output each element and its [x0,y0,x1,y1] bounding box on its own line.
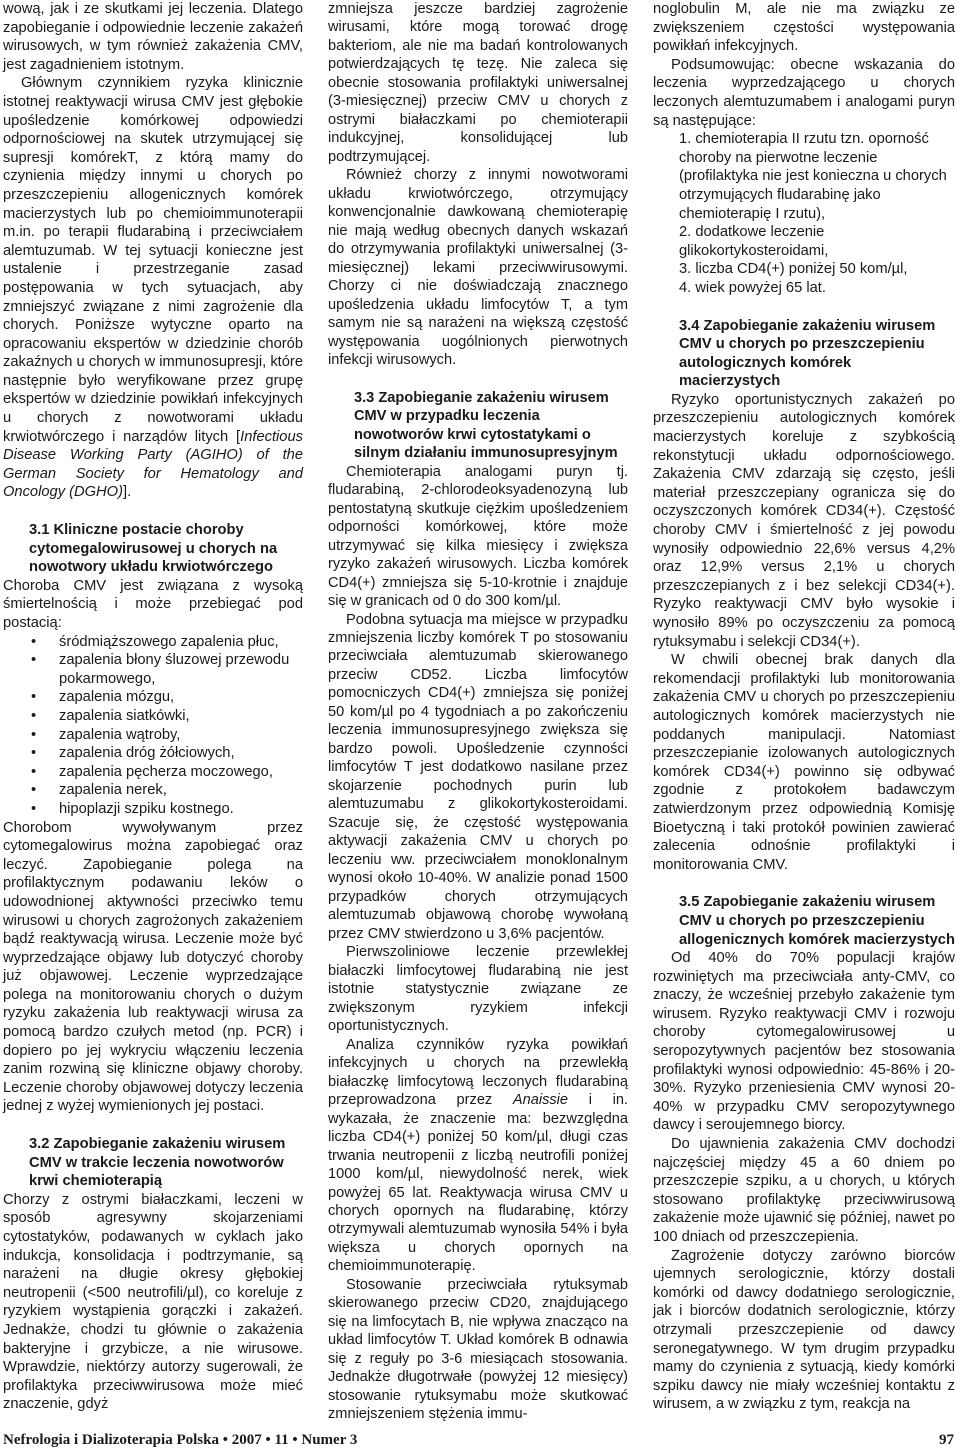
section-heading-3-2: 3.2 Zapobieganie zakażeniu wirusem CMV w trakcie leczenia nowotworów krwi chemioterapią [29,1136,286,1190]
list-item: • zapalenia błony śluzowej przewodu pokarmowego, [3,651,303,688]
list-item: 4. wiek powyżej 65 lat. [679,279,826,296]
paragraph: noglobulin M, ale nie ma związku ze zwiększeniem częstości występowania powikłań infekcyjnych. [653,1,955,55]
paragraph: Zagrożenie dotyczy zarówno biorców ujemnych serologicznie, którzy dostali komórki od dawcy dodatniego serologicznie, jak i biorców dodatnich serologicznie, którzy otrzymali przeszczepienie od dawcy seronegatywnego. W tym drugim przypadku mamy do czynienia z sytuacją, kiedy komórki szpiku dawcy nie miały wcześniej kontaktu z wirusem, a w związku z tym, reakcja na [653,1247,955,1413]
section-heading-3-4: 3.4 Zapobieganie zakażeniu wirusem CMV u chorych po przeszczepieniu autologicznych komórek macierzystych [679,317,936,390]
paragraph: Chorzy z ostrymi białaczkami, leczeni w sposób agresywny skojarzeniami cytostatyków, podawanych w cyklach jako indukcja, konsolidacja i podtrzymanie, są narażeni na długie okresy głębokiej neutropenii (<500 neutrofili/µl), co koreluje z ryzykiem wystąpienia gorączki i zakażeń. Jednakże, chodzi tu głównie o zakażenia bakteryjne i grzybicze, a nie wirusowe. Wprawdzie, niektórzy autorzy sugerowali, że profilaktyka przeciwwirusowa może mieć znaczenie, gdyż [3,1191,303,1413]
numbered-list [653,130,955,297]
list-item: • zapalenia wątroby, [3,726,303,745]
paragraph: Od 40% do 70% populacji krajów rozwiniętych ma przeciwciała anty-CMV, co znaczy, że wcześniej przebyło zakażenie tym wirusem. Ryzyko reaktywacji CMV i rozwoju choroby cytomegalowirusowej u seropozytywnych pacjentów bez stosowania profilaktyki wynosi odpowiednio: 45-86% i 20-30%. Ryzyko przeniesienia CMV wynosi 20-40% w przypadku CMV seropozytywnego dawcy i seroujemnego biorcy. [653,950,955,1134]
paragraph: Głównym czynnikiem ryzyka klinicznie istotnej reaktywacji wirusa CMV jest głębokie upośledzenie komórkowej odpowiedzi odpornościowej na skutek utrzymującej się supresji komórekT, z którą mamy do czynienia między innymi u chorych po przeszczepieniu allogenicznych komórek macierzystych lub po chemioimmunoterapii m.in. po terapii fludarabiną i przeciwciałem alemtuzumab. W tej sytuacji konieczne jest ustalenie i przestrzeganie zasad postępowania w tych sytuacjach, aby zmniejszyć związane z nimi zagrożenie dla chorych. Poniższe wytyczne oparto na opracowaniu ekspertów w dziedzinie chorób zakaźnych u chorych w immunosupresji, które następnie było weryfikowane przez grupę ekspertów w dziedzinie powikłań infekcyjnych u chorych z nowotworami układu krwiotwórczego i narządów litych [Infectious Disease Working Party (AGIHO) of the German Society for Hematology and Oncology (DGHO)]. [3,75,303,501]
paragraph: Również chorzy z innymi nowotworami układu krwiotwórczego, otrzymujący konwencjonalnie dawkowaną chemioterapię nie mają według obecnych danych wskazań do otrzymywania profilaktyki uniwersalnej (3-miesięcznej) lekami przeciwwirusowymi. Chorzy ci nie doświadczają znacznego upośledzenia układu limfocytów T, a tym samym nie są narażeni na większą częstość występowania uogólnionych pierwotnych infekcji wirusowych. [328,167,628,369]
list-item: • zapalenia dróg żółciowych, [3,744,303,763]
page-number: 97 [939,1432,954,1448]
paragraph: Chorobom wywoływanym przez cytomegalowirus można zapobiegać oraz leczyć. Zapobieganie polega na profilaktycznym podawaniu leków o udowodnionej aktywności przeciwko temu wirusowi u chorych zagrożonych zakażeniem bądź reaktywacją wirusa. Leczenie może być wyprzedzające objawy lub dotyczyć choroby już objawowej. Leczenie wyprzedzające polega na monitorowaniu chorych o dużym ryzyku zakażenia lub reaktywacji wirusa za pomocą bardzo czułych metod (np. PCR) i dopiero po jej wykryciu włączeniu leczenia zanim rozwiną się kliniczne objawy choroby. Leczenie choroby objawowej dotyczy leczenia jednej z wyżej wymienionych jej postaci. [3,819,303,1115]
paragraph: wową, jak i ze skutkami jej leczenia. Dlatego zapobieganie i odpowiednie leczenie zakażeń wirusowych, w tym również zakażenia CMV, jest zagadnieniem istotnym. [3,1,303,73]
paragraph: Pierwszoliniowe leczenie przewlekłej białaczki limfocytowej fludarabiną nie jest istotnie statystycznie związane ze zwiększonym ryzykiem infekcji oportunistycznych. [328,944,628,1035]
paragraph: Chemioterapia analogami puryn tj. fludarabiną, 2-chlorodeoksyadenozyną lub pentostatyną skutkuje ciężkim upośledzeniem odporności komórkowej, które może utrzymywać się kilka miesięcy i zwiększa ryzyko zakażeń wirusowych. Liczba komórek CD4(+) zmniejsza się 5-10-krotnie i znajduje się w granicach od 0 do 300 kom/µl. [328,463,628,610]
paragraph: Stosowanie przeciwciała rytuksymab skierowanego przeciw CD20, znajdującego się na limfocytach B, nie wpływa znacząco na układ limfocytów T. Układ komórek B odnawia się z reguły po 3-6 miesiącach stosowania. Jednakże długotrwałe (powyżej 12 miesięcy) stosowanie rytuksymabu może skutkować zmniejszeniem stężenia immu- [328,1276,628,1423]
paragraph: zmniejsza jeszcze bardziej zagrożenie wirusami, które mogą torować drogę bakteriom, ale nie ma badań kontrolowanych potwierdzających tę tezę. Nie zaleca się obecnie stosowania profilaktyki uniwersalnej (3-miesięcznej) przeciw CMV u chorych z ostrymi białaczkami po chemioterapii indukcyjnej, konsolidującej lub podtrzymującej. [328,1,628,165]
section-heading-3-1: 3.1 Kliniczne postacie choroby cytomegalowirusowej u chorych na nowotwory układu krwiotwórczego [29,522,278,576]
bullet-list [3,633,303,819]
list-item: • zapalenia siatkówki, [3,707,303,726]
section-heading-3-5: 3.5 Zapobieganie zakażeniu wirusem CMV u chorych po przeszczepieniu allogenicznych komórek macierzystych [679,894,955,948]
section-heading-3-3: 3.3 Zapobieganie zakażeniu wirusem CMV w przypadku leczenia nowotworów krwi cytostatykami o silnym działaniu immunosupresyjnym [354,389,618,462]
list-item: 2. dodatkowe leczenie glikokortykosteroidami, [679,224,829,259]
column-2 [328,0,628,1424]
list-item: • śródmiąższowego zapalenia płuc, [3,633,303,652]
paragraph: Ryzyko oportunistycznych zakażeń po przeszczepieniu autologicznych komórek macierzystych koreluje z szybkością rekonstytucji układu odpornościowego. Zakażenia CMV zdarzają się często, jeśli materiał przeszczepiany ogranicza się do oczyszczonych komórek CD34(+). Częstość choroby CMV i śmiertelność z jej powodu wynosiły odpowiednio 22,6% versus 4,2% oraz 12,9% versus 2,1% u chorych przeszczepianych z i bez selekcji CD34(+). Ryzyko reaktywacji CMV było wysokie i wynosiło 89% po oczyszczeniu za pomocą rytuksymabu i selekcji CD34(+). [653,391,955,650]
paragraph: Analiza czynników ryzyka powikłań infekcyjnych u chorych na przewlekłą białaczkę limfocytową leczonych fludarabiną przeprowadzona przez Anaissie i in. wykazała, że znaczenie ma: bezwzględna liczba CD4(+) poniżej 50 kom/µl, długi czas trwania neutropenii z liczbą neutrofili poniżej 1000 kom/µl, niewydolność nerek, wiek powyżej 65 lat. Reaktywacja wirusa CMV u chorych opornych na fludarabinę, którzy otrzymywali alemtuzumab wynosiła 54% i była większa u chorych opornych na chemioimmunoterapię. [328,1036,628,1275]
page-footer [0,1432,960,1452]
column-1 [3,0,303,1414]
paragraph: Do ujawnienia zakażenia CMV dochodzi najczęściej między 45 a 60 dniem po przeszczepie szpiku, a u chorych, u których stosowano profilaktykę przeciwwirusową zakażenie może ujawnić się później, nawet po 100 dniach od przeszczepienia. [653,1136,955,1245]
paragraph: Podobna sytuacja ma miejsce w przypadku zmniejszenia liczby komórek T po stosowaniu przeciwciała alemtuzumab skierowanego przeciw CD52. Liczba limfocytów pomocniczych CD4(+) zmniejsza się poniżej 50 kom/µl po 4 tygodniach a po zakończeniu leczenia immunosupresyjnego zwiększa się bardzo powoli. Upośledzenie czynności limfocytów T jest dodatkowo nasilane przez skojarzenie pochodnych purin lub alemtuzumabu z glikokortykosteroidami. Szacuje się, że częstość występowania aktywacji zakażenia CMV u chorych po leczeniu ww. przeciwciałem monoklonalnym wynosi około 10-40%. W analizie ponad 1500 przypadków chorych otrzymujących alemtuzumab objawową chorobę wywołaną przez CMV stwierdzono u 3,6% pacjentów. [328,611,628,942]
list-item: • hipoplazji szpiku kostnego. [3,800,303,819]
list-item: • zapalenia mózgu, [3,688,303,707]
paragraph: W chwili obecnej brak danych dla rekomendacji profilaktyki lub monitorowania zakażenia CMV u chorych po przeszczepieniu autologicznych komórek macierzystych nie poddanych manipulacji. Natomiast przeszczepianie izolowanych autologicznych komórek CD34(+) powinno się odbywać zgodnie z protokołem badawczym zatwierdzonym przez odpowiednią Komisję Bioetyczną i taki protokół powinien zawierać zalecenia odnośnie profilaktyki i monitorowania CMV. [653,652,955,873]
list-item: • zapalenia pęcherza moczowego, [3,763,303,782]
paragraph: Choroba CMV jest związana z wysoką śmiertelnością i może przebiegać pod postacią: [3,577,303,631]
list-item: 1. chemioterapia II rzutu tzn. oporność choroby na pierwotne leczenie (profilaktyka nie jest konieczna u chorych otrzymujących fludarabinę jako chemioterapię I rzutu), [679,131,947,222]
list-item: 3. liczba CD4(+) poniżej 50 kom/µl, [679,261,908,278]
paragraph: Podsumowując: obecne wskazania do leczenia wyprzedzającego u chorych leczonych alemtuzumabem i analogami puryn są następujące: [653,56,955,129]
journal-footer: Nefrologia i Dializoterapia Polska • 2007 • 11 • Numer 3 [3,1432,358,1448]
list-item: • zapalenia nerek, [3,781,303,800]
column-3 [653,0,955,1414]
